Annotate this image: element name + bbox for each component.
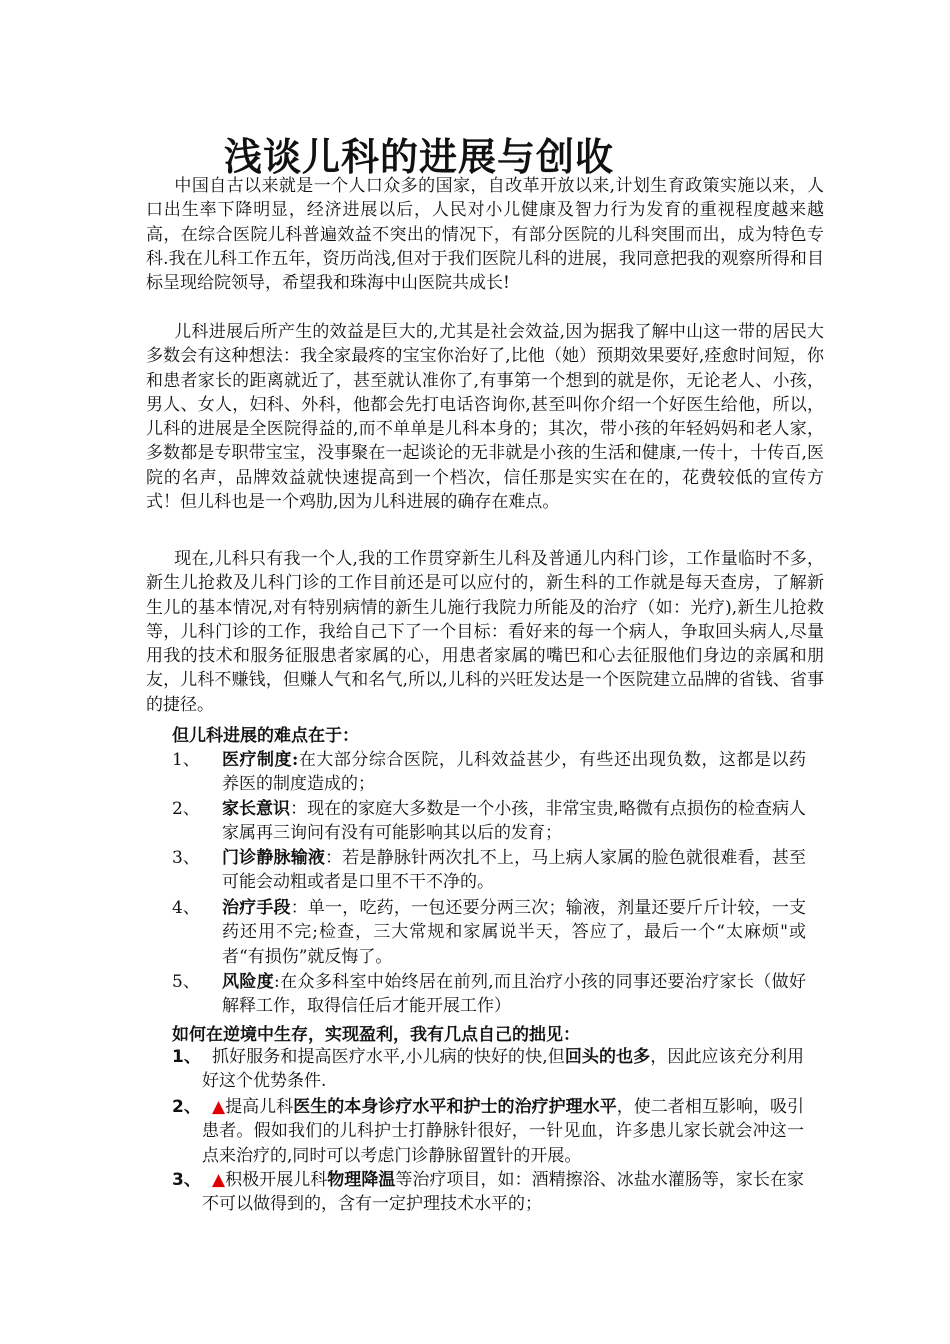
solutions-heading: 如何在逆境中生存，实现盈利，我有几点自己的拙见： [172,1025,580,1045]
paragraph-benefits [146,320,824,514]
list-number: 2、 [172,799,200,819]
item-label: 家长意识 [222,799,291,819]
list-number: 5、 [172,972,200,992]
list-number: 3、 [172,848,200,868]
list-number: 3、 [172,1170,201,1190]
item-text: ：若是静脉针两次扎不上，马上病人家属的脸色就很难看，甚至可能会动粗或者是口里不干不净的。 [222,848,807,893]
item-text: 等治疗项目，如：酒精擦浴、冰盐水灌肠等，家长在家不可以做得到的，含有一定护理技术水平的； [202,1170,805,1215]
item-text: :在众多科室中始终居在前列,而且治疗小孩的同事还要治疗家长（做好解释工作，取得信任后才能开展工作） [222,972,806,1017]
triangle-marker-icon: ▲ [212,1170,226,1190]
item-emphasis: 物理降温 [327,1170,396,1190]
difficulties-heading: 但儿科进展的难点在于： [172,726,359,746]
item-label: 治疗手段 [222,898,291,918]
list-number: 1、 [172,1047,201,1067]
list-number: 2、 [172,1097,201,1117]
paragraph-text: 中国自古以来就是一个人口众多的国家，自改革开放以来,计划生育政策实施以来，人口出生率下降明显，经济进展以后，人民对小儿健康及智力行为发育的重视程度越来越高，在综合医院儿科普遍效益不突出的情况下，有部分医院的儿科突围而出，成为特色专科.我在儿科工作五年，资历尚浅,但对于我们医院儿科的进展，我同意把我的观察所得和目标呈现给院领导，希望我和珠海中山医院共成长! [146,176,824,294]
item-text: 抓好服务和提高医疗水平,小儿病的快好的快,但 [212,1047,565,1067]
paragraph-intro [146,174,824,295]
triangle-marker-icon: ▲ [212,1097,226,1117]
list-number: 1、 [172,750,200,770]
paragraph-text: 儿科进展后所产生的效益是巨大的,尤其是社会效益,因为据我了解中山这一带的居民大多数会有这种想法：我全家最疼的宝宝你治好了,比他（她）预期效果要好,痊愈时间短，你和患者家长的距离就近了，甚至就认准你了,有事第一个想到的就是你，无论老人、小孩，男人、女人，妇科、外科，他都会先打电话咨询你,甚至叫你介绍一个好医生给他，所以，儿科的进展是全医院得益的,而不单单是儿科本身的；其次，带小孩的年轻妈妈和老人家，多数都是专职带宝宝，没事聚在一起谈论的无非就是小孩的生活和健康,一传十，十传百,医院的名声，品牌效益就快速提高到一个档次，信任那是实实在在的，花费较低的宣传方式！但儿科也是一个鸡肋,因为儿科进展的确存在难点。 [146,322,824,513]
page-title: 浅谈儿科的进展与创收 [224,134,615,179]
paragraph-current-status [146,547,824,717]
item-label: 风险度 [222,972,275,992]
paragraph-text: 现在,儿科只有我一个人,我的工作贯穿新生儿科及普通儿内科门诊，工作量临时不多，新生儿抢救及儿科门诊的工作目前还是可以应付的，新生科的工作就是每天查房，了解新生儿的基本情况,对有特别病情的新生儿施行我院力所能及的治疗（如：光疗),新生儿抢救等，儿科门诊的工作，我给自己下了一个目标：看好来的每一个病人，争取回头病人,尽量用我的技术和服务征服患者家属的心，用患者家属的嘴巴和心去征服他们身边的亲属和朋友，儿科不赚钱，但赚人气和名气,所以,儿科的兴旺发达是一个医院建立品牌的省钱、省事的捷径。 [146,549,824,715]
item-text: 在大部分综合医院，儿科效益甚少，有些还出现负数，这都是以药养医的制度造成的； [222,750,807,795]
item-label: 门诊静脉输液 [222,848,326,868]
list-number: 4、 [172,898,200,918]
item-emphasis: 回头的也多 [564,1047,651,1067]
item-text: 提高儿科 [225,1097,294,1117]
item-emphasis: 医生的本身诊疗水平和护士的治疗护理水平 [293,1097,617,1117]
item-text: ：现在的家庭大多数是一个小孩，非常宝贵,略微有点损伤的检查病人家属再三询问有没有可能影响其以后的发育； [222,799,807,844]
item-text: ：单一，吃药，一包还要分两三次；输液，剂量还要斤斤计较，一支药还用不完;检查，三大常规和家属说半天，答应了，最后一个“太麻烦"或者“有损伤”就反悔了。 [222,898,807,967]
item-text: ，因此应该充分利用好这个优势条件. [202,1047,805,1092]
item-text: ，使二者相互影响，吸引患者。假如我们的儿科护士打静脉针很好，一针见血，许多患儿家长就会冲这一点来治疗的,同时可以考虑门诊静脉留置针的开展。 [202,1097,805,1166]
item-text: 积极开展儿科 [225,1170,328,1190]
item-label: 医疗制度: [222,750,299,770]
